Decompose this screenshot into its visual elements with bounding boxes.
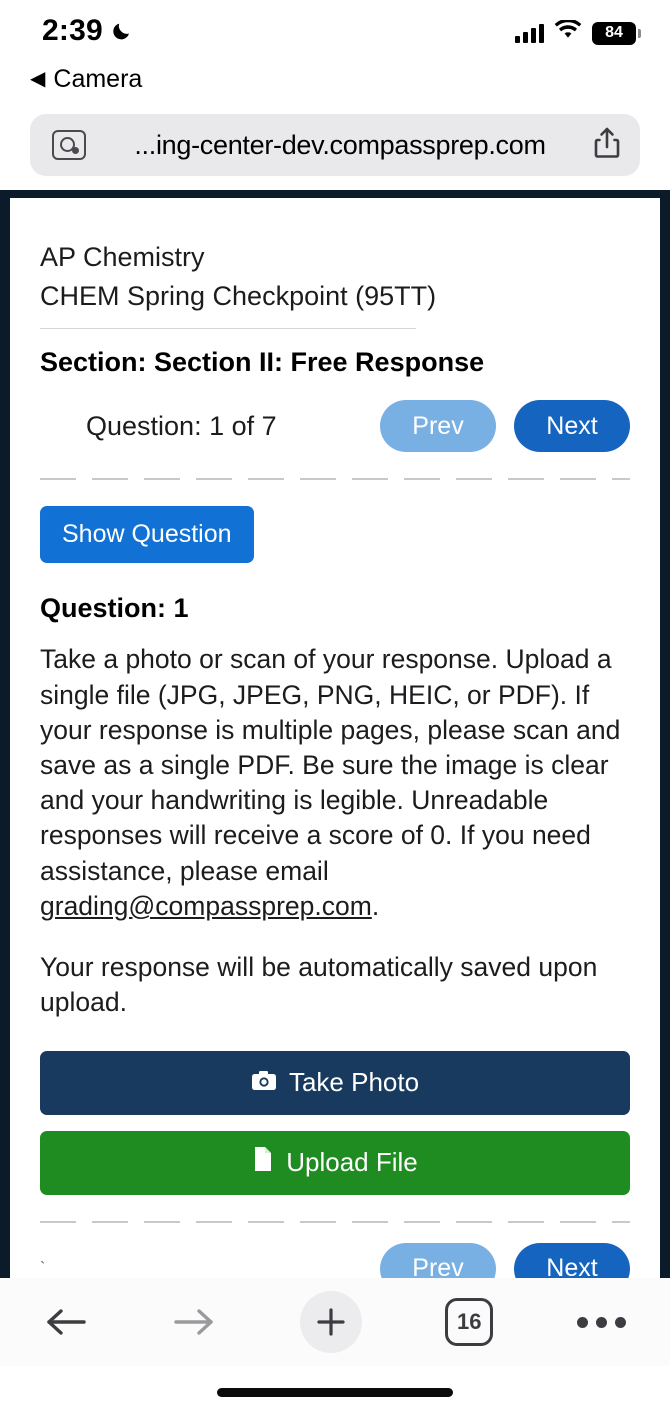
dashed-divider-top [40,478,630,480]
home-indicator[interactable] [217,1388,453,1397]
next-button-bottom[interactable]: Next [514,1243,630,1278]
camera-icon [251,1067,277,1098]
instructions-paragraph-2: Your response will be automatically saved upon upload. [40,952,598,1018]
ellipsis-dots [577,1317,626,1328]
address-bar[interactable] [30,114,640,176]
take-photo-label: Take Photo [288,1067,420,1098]
instructions-text-1: Take a photo or scan of your response. Upload a single file (JPG, JPEG, PNG, HEIC, or PDF). If your response is multiple pages, please scan and save as a single PDF. Be sure the image is clear and your handwriting is legible. Unreadable responses will receive a score of 0. If you need assistance, please email [40,644,621,886]
browser-toolbar [0,1278,670,1366]
course-name: AP Chemistry [40,242,205,272]
battery-indicator: 84 [592,22,636,45]
wifi-icon [554,20,582,46]
status-bar [0,0,670,62]
divider [40,328,416,329]
back-to-app-link[interactable] [0,62,670,96]
prev-button-bottom[interactable]: Prev [380,1243,496,1278]
home-indicator-area [0,1366,670,1418]
take-photo-button[interactable] [40,1051,630,1115]
url-text[interactable]: ...ing-center-dev.compassprep.com [134,129,546,160]
more-ellipsis-icon[interactable] [577,1317,626,1328]
clock: 2:39 [42,14,103,47]
forward-arrow-icon[interactable] [172,1305,216,1339]
plus-icon [300,1291,362,1353]
upload-file-button[interactable] [40,1131,630,1195]
question-instructions [40,642,630,1020]
question-nav-top [40,400,630,452]
status-bar-right [515,14,636,46]
next-button-top[interactable]: Next [514,400,630,452]
upload-file-label: Upload File [286,1147,418,1178]
stray-mark: ` [40,1259,46,1277]
tab-count-badge [445,1298,493,1346]
tab-count-label: 16 [457,1309,482,1334]
share-icon[interactable] [594,127,620,164]
question-nav-bottom [40,1243,630,1278]
back-triangle-icon: ◀ [30,68,46,90]
cellular-signal-icon [515,23,544,43]
instructions-text-1-end: . [371,890,380,921]
question-counter: Question: 1 of 7 [86,410,277,441]
assessment-name: CHEM Spring Checkpoint (95TT) [40,281,437,312]
prev-button-top[interactable]: Prev [380,400,496,452]
support-email-link[interactable]: grading@compassprep.com [40,890,372,921]
status-bar-left [42,14,134,48]
web-content-area [0,190,670,1278]
back-arrow-icon[interactable] [44,1305,88,1339]
url-bar-container [0,96,670,190]
tab-overview-button[interactable] [445,1298,493,1346]
crescent-moon-icon [112,20,134,42]
show-question-button[interactable]: Show Question [40,506,254,563]
new-tab-button[interactable] [300,1291,362,1353]
instructions-paragraph-1 [40,642,630,924]
assessment-page [10,198,660,1278]
back-to-app-label: Camera [53,64,143,93]
page-settings-icon[interactable] [52,130,86,160]
section-title: Section: Section II: Free Response [40,347,485,378]
dashed-divider-bottom [40,1221,630,1223]
file-icon [252,1146,274,1179]
question-heading: Question: 1 [40,593,189,624]
